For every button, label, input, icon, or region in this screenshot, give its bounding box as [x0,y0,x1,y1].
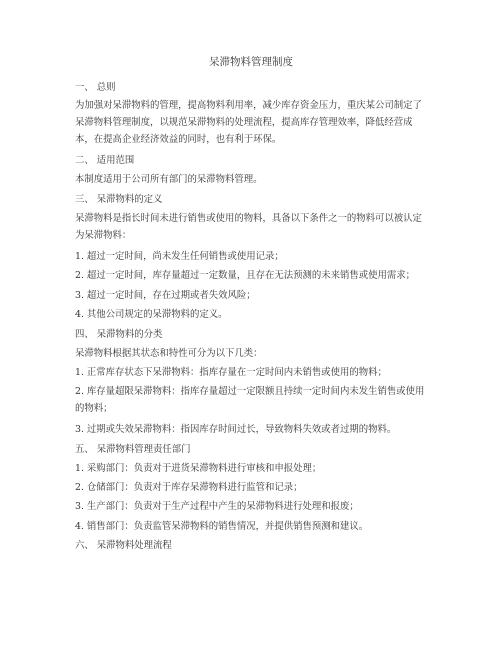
section-6-heading: 六、 呆滞物料处理流程 [75,540,172,551]
section-3-paragraph: 呆滞物料是指长时间未进行销售或使用的物料，具备以下条件之一的物料可以被认定为呆滞物料： [75,213,422,241]
list-item: 1. 超过一定时间，尚未发生任何销售或使用记录； [75,251,284,262]
section-2-heading: 二、 适用范围 [75,155,135,166]
section-2-paragraph: 本制度适用于公司所有部门的呆滞物料管理。 [75,174,263,185]
list-item: 2. 仓储部门：负责对于库存呆滞物料进行监管和记录； [75,482,303,493]
list-item: 3. 过期或失效呆滞物料：指因库存时间过长，导致物料失效或者过期的物料。 [75,424,397,435]
list-item: 3. 超过一定时间，存在过期或者失效风险； [75,290,256,301]
section-5-heading: 五、 呆滞物料管理责任部门 [75,444,191,455]
list-item: 1. 采购部门：负责对于进货呆滞物料进行审核和申报处理； [75,463,322,474]
list-item: 4. 销售部门：负责监管呆滞物料的销售情况，并提供销售预测和建议。 [75,521,369,532]
list-item: 3. 生产部门：负责对于生产过程中产生的呆滞物料进行处理和报废； [75,501,359,512]
section-1-heading: 一、 总则 [75,82,116,93]
list-item: 2. 超过一定时间，库存量超过一定数量，且存在无法预测的未来销售或使用需求； [75,270,416,281]
document-title: 呆滞物料管理制度 [209,56,293,68]
list-item: 2. 库存量超限呆滞物料：指库存量超过一定限额且持续一定时间内未发生销售或使用的物料； [75,386,425,414]
section-4-heading: 四、 呆滞物料的分类 [75,329,163,340]
section-4-paragraph: 呆滞物料根据其状态和特性可分为以下几类： [75,348,263,359]
list-item: 1. 正常库存状态下呆滞物料：指库存量在一定时间内未销售或使用的物料； [75,367,387,378]
section-1-paragraph: 为加强对呆滞物料的管理，提高物料利用率，减少库存资金压力，重庆某公司制定了呆滞物料管理制度，以规范呆滞物料的处理流程，提高库存管理效率，降低经营成本，在提高企业经济效益的同时，也有利于环保。 [75,100,422,145]
list-item: 4. 其他公司规定的呆滞物料的定义。 [75,309,228,320]
section-3-heading: 三、 呆滞物料的定义 [75,194,163,205]
